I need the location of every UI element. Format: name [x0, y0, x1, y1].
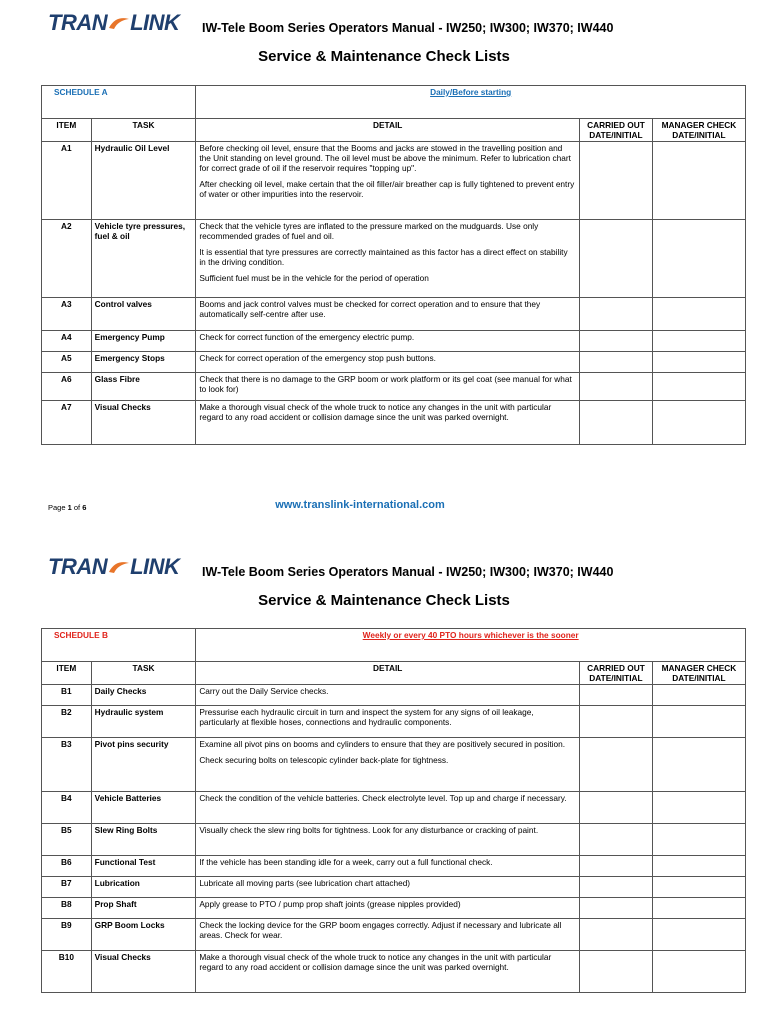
row-detail: [196, 685, 580, 706]
carried-out-cell[interactable]: [580, 401, 653, 445]
table-row: [42, 919, 746, 951]
col-header-carried-line-2: DATE/INITIAL: [589, 673, 643, 683]
detail-paragraph: Check the locking device for the GRP boom engages correctly. Adjust if necessary and lubricate all areas. Check for wear.: [199, 920, 562, 940]
carried-out-cell[interactable]: [580, 331, 653, 352]
row-task: Hydraulic system: [91, 706, 196, 738]
translink-logo: [48, 10, 179, 36]
manager-check-cell[interactable]: [652, 919, 745, 951]
detail-paragraph: Check the condition of the vehicle batteries. Check electrolyte level. Top up and charge if necessary.: [199, 793, 567, 803]
schedule-a-subtitle: Daily/Before starting: [196, 86, 746, 119]
detail-paragraph: Carry out the Daily Service checks.: [199, 686, 329, 696]
row-task: Emergency Stops: [91, 352, 196, 373]
row-detail: [196, 142, 580, 220]
row-detail: [196, 792, 580, 824]
row-item-code: B9: [42, 919, 92, 951]
row-item-code: B6: [42, 856, 92, 877]
schedule-b-subtitle: Weekly or every 40 PTO hours whichever is the sooner: [196, 629, 746, 662]
manager-check-cell[interactable]: [652, 738, 745, 792]
manager-check-cell[interactable]: [652, 298, 745, 331]
row-detail: [196, 298, 580, 331]
row-detail: [196, 352, 580, 373]
row-task: GRP Boom Locks: [91, 919, 196, 951]
table-row: [42, 352, 746, 373]
row-detail: [196, 220, 580, 298]
col-header-carried-out: [580, 119, 653, 142]
detail-paragraph: It is essential that tyre pressures are correctly maintained as this factor has a direct effect on stability in the driving condition.: [199, 247, 568, 267]
carried-out-cell[interactable]: [580, 919, 653, 951]
col-header-manager-line-2: DATE/INITIAL: [672, 673, 726, 683]
row-task: Visual Checks: [91, 951, 196, 993]
col-header-carried-line-1: CARRIED OUT: [587, 663, 645, 673]
schedule-b-table: [41, 628, 746, 993]
col-header-manager-check: [652, 119, 745, 142]
schedule-a-header-row: [42, 86, 746, 119]
page-prefix: Page: [48, 503, 68, 512]
row-item-code: B10: [42, 951, 92, 993]
table-row: [42, 951, 746, 993]
table-row: [42, 220, 746, 298]
carried-out-cell[interactable]: [580, 877, 653, 898]
manager-check-cell[interactable]: [652, 706, 745, 738]
detail-paragraph: Make a thorough visual check of the whole truck to notice any changes in the unit with particular regard to any road accident or collision damage since the unit was parked overnight.: [199, 402, 552, 422]
row-detail: [196, 824, 580, 856]
col-header-item: ITEM: [42, 119, 92, 142]
carried-out-cell[interactable]: [580, 738, 653, 792]
row-task: Prop Shaft: [91, 898, 196, 919]
detail-paragraph: If the vehicle has been standing idle for a week, carry out a full functional check.: [199, 857, 493, 867]
row-detail: [196, 856, 580, 877]
row-detail: [196, 877, 580, 898]
carried-out-cell[interactable]: [580, 951, 653, 993]
manager-check-cell[interactable]: [652, 898, 745, 919]
table-row: [42, 877, 746, 898]
col-header-item: ITEM: [42, 662, 92, 685]
table-row: [42, 824, 746, 856]
col-header-task: TASK: [91, 119, 196, 142]
table-row: [42, 738, 746, 792]
detail-paragraph: Lubricate all moving parts (see lubrication chart attached): [199, 878, 411, 888]
table-row: [42, 373, 746, 401]
carried-out-cell[interactable]: [580, 220, 653, 298]
col-header-manager-line-2: DATE/INITIAL: [672, 130, 726, 140]
manager-check-cell[interactable]: [652, 685, 745, 706]
manager-check-cell[interactable]: [652, 951, 745, 993]
manager-check-cell[interactable]: [652, 824, 745, 856]
col-header-manager-line-1: MANAGER CHECK: [661, 663, 737, 673]
carried-out-cell[interactable]: [580, 856, 653, 877]
row-item-code: B3: [42, 738, 92, 792]
detail-paragraph: Sufficient fuel must be in the vehicle for the period of operation: [199, 273, 429, 283]
detail-paragraph: Check for correct function of the emergency electric pump.: [199, 332, 415, 342]
manager-check-cell[interactable]: [652, 856, 745, 877]
page-subtitle-page-2: Service & Maintenance Check Lists: [258, 592, 510, 609]
table-row: [42, 142, 746, 220]
col-header-carried-line-1: CARRIED OUT: [587, 120, 645, 130]
row-task: Pivot pins security: [91, 738, 196, 792]
manager-check-cell[interactable]: [652, 331, 745, 352]
col-header-task: TASK: [91, 662, 196, 685]
row-item-code: B5: [42, 824, 92, 856]
row-item-code: B4: [42, 792, 92, 824]
detail-paragraph: Examine all pivot pins on booms and cylinders to ensure that they are positively secured in position.: [199, 739, 566, 749]
row-task: Visual Checks: [91, 401, 196, 445]
detail-paragraph: Pressurise each hydraulic circuit in turn and inspect the system for any signs of oil leakage, particularly at flexible hoses, connections and hydraulic components.: [199, 707, 534, 727]
detail-paragraph: Visually check the slew ring bolts for tightness. Look for any disturbance or cracking of paint.: [199, 825, 539, 835]
carried-out-cell[interactable]: [580, 352, 653, 373]
schedule-b-title: SCHEDULE B: [42, 629, 196, 662]
table-row: [42, 685, 746, 706]
detail-paragraph: Check that there is no damage to the GRP boom or work platform or its gel coat (see manual for what to look for): [199, 374, 572, 394]
col-header-manager-check: [652, 662, 745, 685]
row-task: Vehicle tyre pressures, fuel & oil: [91, 220, 196, 298]
logo-text-part-1: TRAN: [48, 10, 108, 35]
carried-out-cell[interactable]: [580, 706, 653, 738]
detail-paragraph: Booms and jack control valves must be checked for correct operation and to ensure that they automatically self-centre after use.: [199, 299, 541, 319]
page-current: 1: [67, 503, 72, 512]
logo-text-part-1: TRAN: [48, 554, 108, 579]
detail-paragraph: Before checking oil level, ensure that the Booms and jacks are stowed in the travelling position and the Unit standing on level ground. The oil level must be above the minimum. Refer to lubrication chart for correct grade of oil if the reservoir requires "topping up".: [199, 143, 571, 173]
row-detail: [196, 951, 580, 993]
row-item-code: A2: [42, 220, 92, 298]
row-task: Daily Checks: [91, 685, 196, 706]
row-detail: [196, 898, 580, 919]
row-detail: [196, 919, 580, 951]
logo-text-part-2: LINK: [130, 10, 180, 35]
carried-out-cell[interactable]: [580, 792, 653, 824]
manager-check-cell[interactable]: [652, 352, 745, 373]
logo-swoosh-icon: [108, 16, 130, 30]
schedule-b-column-headers: [42, 662, 746, 685]
detail-paragraph: Apply grease to PTO / pump prop shaft joints (grease nipples provided): [199, 899, 461, 909]
carried-out-cell[interactable]: [580, 298, 653, 331]
carried-out-cell[interactable]: [580, 898, 653, 919]
carried-out-cell[interactable]: [580, 142, 653, 220]
carried-out-cell[interactable]: [580, 824, 653, 856]
table-row: [42, 401, 746, 445]
col-header-detail: DETAIL: [196, 662, 580, 685]
row-item-code: A7: [42, 401, 92, 445]
row-task: Emergency Pump: [91, 331, 196, 352]
carried-out-cell[interactable]: [580, 685, 653, 706]
carried-out-cell[interactable]: [580, 373, 653, 401]
manager-check-cell[interactable]: [652, 142, 745, 220]
logo-swoosh-icon: [108, 560, 130, 574]
row-item-code: A6: [42, 373, 92, 401]
manager-check-cell[interactable]: [652, 792, 745, 824]
page-of: of: [71, 503, 83, 512]
row-item-code: A4: [42, 331, 92, 352]
manager-check-cell[interactable]: [652, 877, 745, 898]
col-header-detail: DETAIL: [196, 119, 580, 142]
schedule-a-table: [41, 85, 746, 445]
row-item-code: B8: [42, 898, 92, 919]
row-detail: [196, 706, 580, 738]
row-task: Glass Fibre: [91, 373, 196, 401]
logo-text-part-2: LINK: [130, 554, 180, 579]
row-task: Slew Ring Bolts: [91, 824, 196, 856]
table-row: [42, 331, 746, 352]
row-detail: [196, 331, 580, 352]
manager-check-cell[interactable]: [652, 220, 745, 298]
row-item-code: B7: [42, 877, 92, 898]
table-row: [42, 706, 746, 738]
row-task: Functional Test: [91, 856, 196, 877]
col-header-carried-line-2: DATE/INITIAL: [589, 130, 643, 140]
manager-check-cell[interactable]: [652, 373, 745, 401]
row-item-code: A1: [42, 142, 92, 220]
page-subtitle: Service & Maintenance Check Lists: [258, 48, 510, 65]
row-detail: [196, 373, 580, 401]
row-detail: [196, 738, 580, 792]
row-task: Control valves: [91, 298, 196, 331]
schedule-b-header-row: [42, 629, 746, 662]
row-task: Vehicle Batteries: [91, 792, 196, 824]
schedule-a-title: SCHEDULE A: [42, 86, 196, 119]
row-item-code: A3: [42, 298, 92, 331]
row-task: Hydraulic Oil Level: [91, 142, 196, 220]
table-row: [42, 856, 746, 877]
detail-paragraph: Check securing bolts on telescopic cylinder back-plate for tightness.: [199, 755, 449, 765]
page-total: 6: [82, 503, 87, 512]
row-task: Lubrication: [91, 877, 196, 898]
table-row: [42, 298, 746, 331]
table-row: [42, 898, 746, 919]
detail-paragraph: Make a thorough visual check of the whole truck to notice any changes in the unit with particular regard to any road accident or collision damage since the unit was parked overnight.: [199, 952, 552, 972]
header-title: IW-Tele Boom Series Operators Manual - IW250; IW300; IW370; IW440: [202, 21, 614, 35]
col-header-carried-out: [580, 662, 653, 685]
website-link[interactable]: www.translink-international.com: [275, 499, 445, 511]
manager-check-cell[interactable]: [652, 401, 745, 445]
table-row: [42, 792, 746, 824]
header-title-page-2: IW-Tele Boom Series Operators Manual - IW250; IW300; IW370; IW440: [202, 565, 614, 579]
row-detail: [196, 401, 580, 445]
detail-paragraph: Check that the vehicle tyres are inflated to the pressure marked on the mudguards. Use only recommended grades of fuel and oil.: [199, 221, 539, 241]
col-header-manager-line-1: MANAGER CHECK: [661, 120, 737, 130]
translink-logo-page-2: [48, 554, 179, 580]
row-item-code: B2: [42, 706, 92, 738]
detail-paragraph: After checking oil level, make certain that the oil filler/air breather cap is fully tightened to prevent entry of water or other impurities into the reservoir.: [199, 179, 575, 199]
detail-paragraph: Check for correct operation of the emergency stop push buttons.: [199, 353, 436, 363]
row-item-code: A5: [42, 352, 92, 373]
row-item-code: B1: [42, 685, 92, 706]
schedule-a-column-headers: [42, 119, 746, 142]
